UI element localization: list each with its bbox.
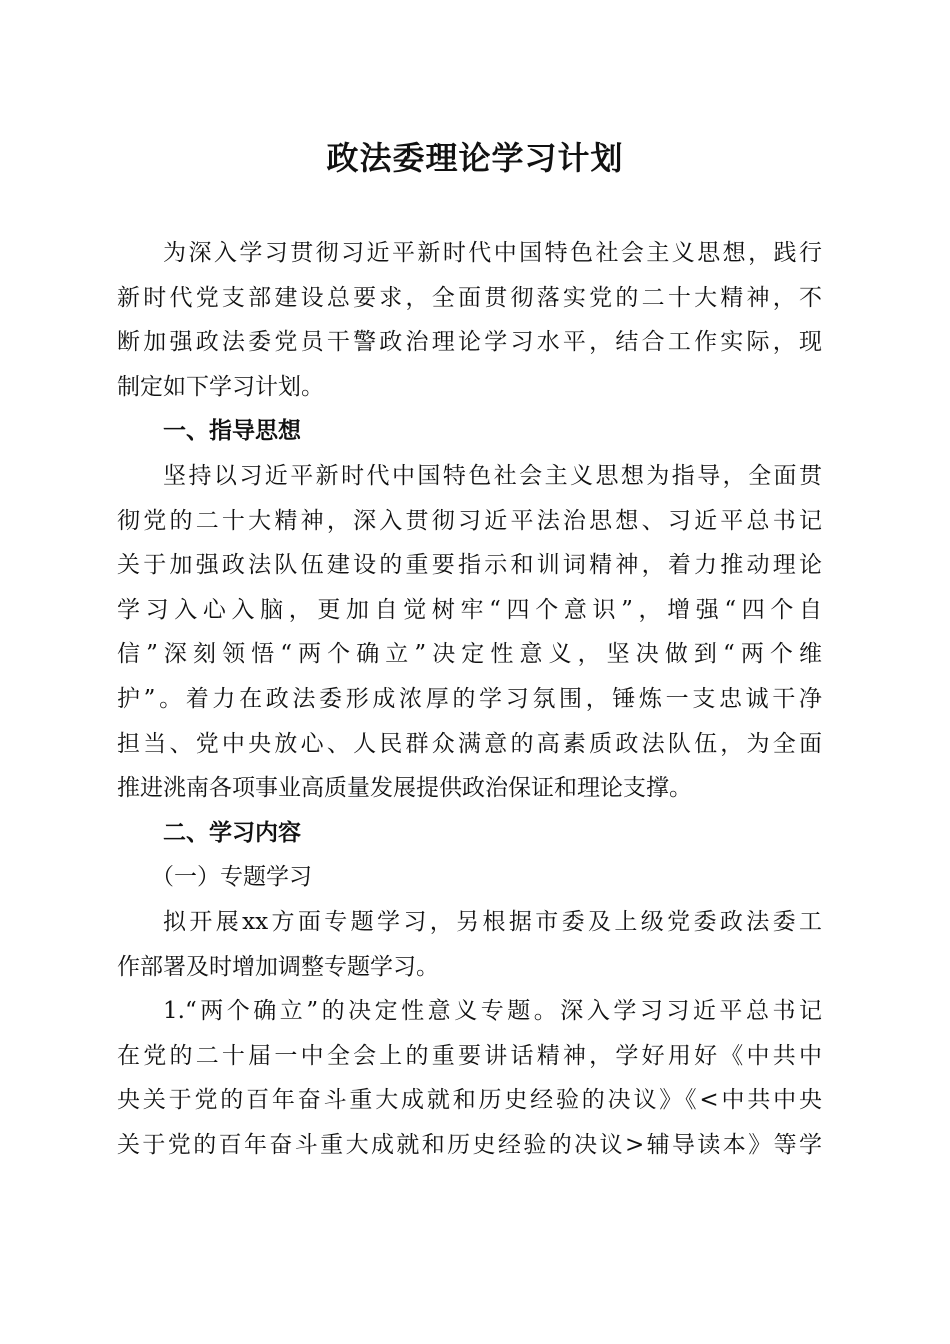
text-line: 担当、党中央放心、人民群众满意的高素质政法队伍，为全面 — [117, 730, 822, 757]
text-line: 作部署及时增加调整专题学习。 — [117, 953, 439, 980]
text-line: 关于加强政法队伍建设的重要指示和训词精神，着力推动理论 — [117, 552, 822, 579]
text-line: 学习入心入脑，更加自觉树牢“四个意识”，增强“四个自 — [117, 596, 822, 623]
text-line: 彻党的二十大精神，深入贯彻习近平法治思想、习近平总书记 — [117, 507, 822, 534]
text-line: 断加强政法委党员干警政治理论学习水平，结合工作实际，现 — [117, 329, 822, 356]
section-heading — [117, 811, 822, 856]
text-line: 信”深刻领悟“两个确立”决定性意义，坚决做到“两个维 — [117, 641, 822, 668]
text-line: 推进洮南各项事业高质量发展提供政治保证和理论支撑。 — [117, 775, 692, 802]
document-body — [117, 231, 822, 1167]
paragraph — [117, 454, 822, 811]
text-line: 拟开展xx方面专题学习，另根据市委及上级党委政法委工 — [163, 908, 822, 935]
text-line: 坚持以习近平新时代中国特色社会主义思想为指导，全面贯 — [163, 462, 822, 489]
text-line: （一）专题学习 — [151, 864, 312, 891]
document-title: 政法委理论学习计划 — [326, 139, 624, 177]
text-line: 1.“两个确立”的决定性意义专题。深入学习习近平总书记 — [163, 998, 822, 1025]
subsection-heading — [117, 855, 822, 900]
text-line: 为深入学习贯彻习近平新时代中国特色社会主义思想，践行 — [163, 240, 822, 266]
text-line: 关于党的百年奋斗重大成就和历史经验的决议>辅导读本》等学 — [117, 1131, 822, 1158]
text-line: 二、学习内容 — [163, 819, 301, 846]
paragraph — [117, 900, 822, 989]
text-line: 护”。着力在政法委形成浓厚的学习氛围，锤炼一支忠诚干净 — [117, 685, 822, 712]
paragraph — [117, 989, 822, 1167]
text-line: 新时代党支部建设总要求，全面贯彻落实党的二十大精神，不 — [117, 284, 822, 311]
section-heading — [117, 409, 822, 454]
text-line: 在党的二十届一中全会上的重要讲话精神，学好用好《中共中 — [117, 1042, 822, 1069]
text-line: 央关于党的百年奋斗重大成就和历史经验的决议》《<中共中央 — [117, 1087, 822, 1114]
text-line: 一、指导思想 — [163, 418, 301, 445]
text-line: 制定如下学习计划。 — [117, 373, 324, 400]
paragraph — [117, 231, 822, 409]
